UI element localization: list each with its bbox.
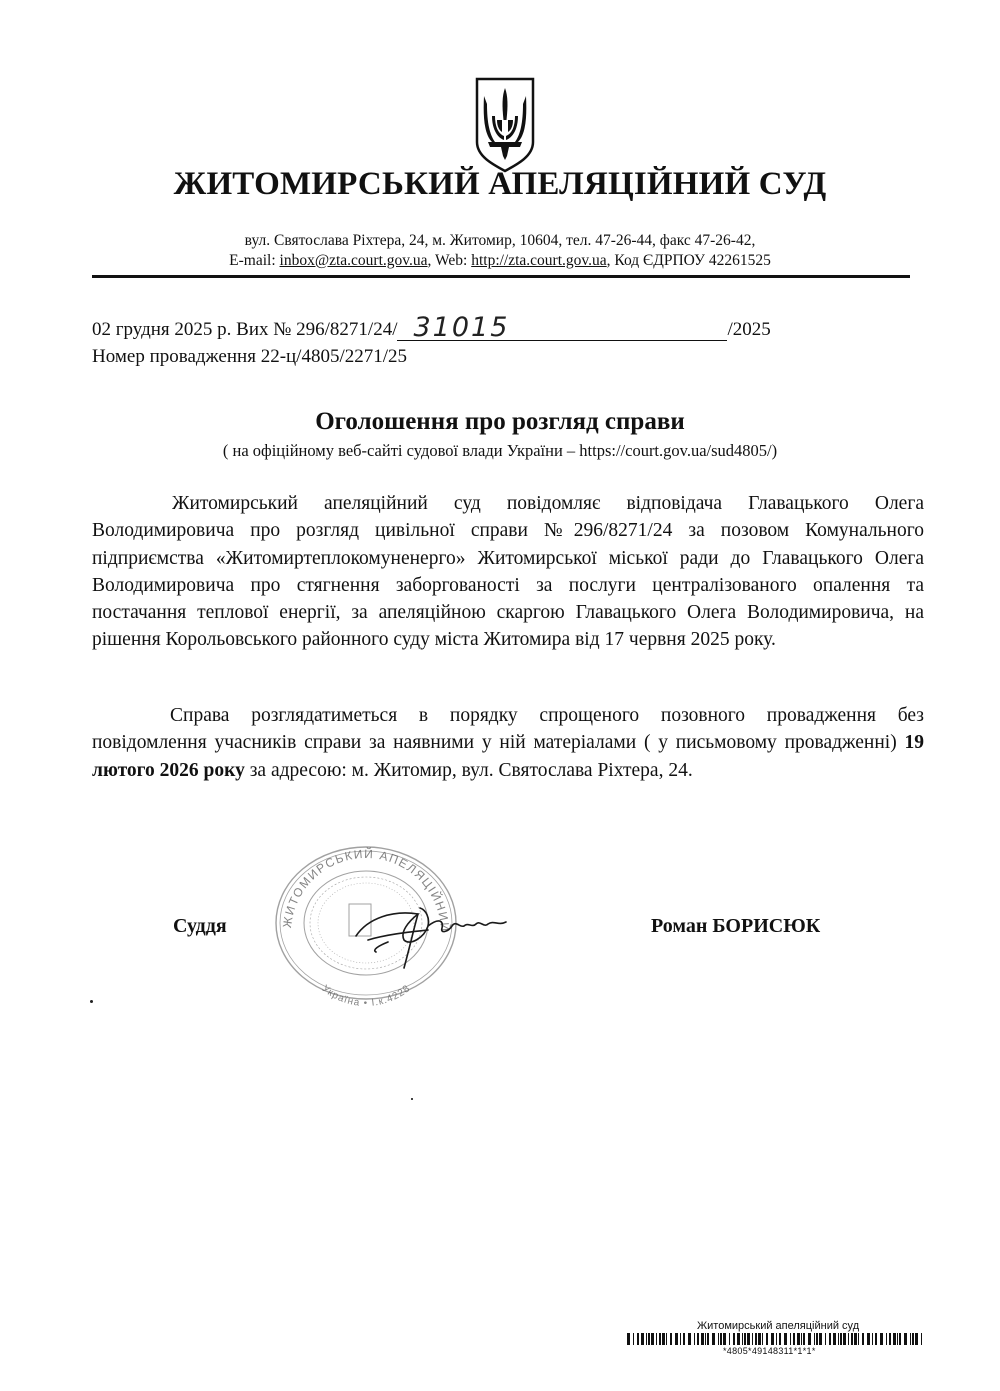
barcode-bar <box>683 1333 685 1345</box>
barcode-bar <box>641 1333 644 1345</box>
barcode-bar <box>833 1333 836 1345</box>
barcode-bar <box>910 1333 911 1345</box>
barcode-bar <box>633 1333 634 1345</box>
barcode-bar <box>797 1333 800 1345</box>
barcode-bar <box>803 1333 805 1345</box>
outgoing-prefix: 02 грудня 2025 р. Вих № 296/8271/24/ <box>92 319 398 340</box>
notice-subtitle: ( на офіційному веб-сайті судової влади України – https://court.gov.ua/sud4805/) <box>222 441 778 460</box>
barcode-bar <box>899 1333 901 1345</box>
barcode-bar <box>904 1333 907 1345</box>
court-contacts <box>0 252 1000 270</box>
edrpou-code: , Код ЄДРПОУ 42261525 <box>606 252 771 269</box>
barcode-bar <box>790 1333 791 1345</box>
barcode-bar <box>801 1333 802 1345</box>
barcode-bar <box>793 1333 795 1345</box>
barcode-bar <box>851 1333 853 1345</box>
barcode-bar <box>880 1333 883 1345</box>
barcode-bar <box>659 1333 661 1345</box>
barcode-bar <box>762 1333 763 1345</box>
document-barcode-icon <box>627 1333 927 1345</box>
barcode-bar <box>755 1333 757 1345</box>
barcode-bar <box>720 1333 722 1345</box>
notice-paragraph-1 <box>92 490 924 654</box>
barcode-bar <box>701 1333 704 1345</box>
judge-signature-icon <box>348 888 518 973</box>
barcode-bar <box>921 1333 922 1345</box>
barcode-bar <box>648 1333 650 1345</box>
web-label: , Web: <box>427 252 472 269</box>
barcode-bar <box>854 1333 857 1345</box>
barcode-bar <box>819 1333 822 1345</box>
proceeding-number: Номер провадження 22-ц/4805/2271/25 <box>92 346 408 367</box>
barcode-bar <box>886 1333 887 1345</box>
barcode-bar <box>742 1333 743 1345</box>
barcode-bar <box>843 1333 846 1345</box>
barcode-bar <box>897 1333 898 1345</box>
barcode-bar <box>688 1333 691 1345</box>
barcode-bar <box>893 1333 896 1345</box>
trident-emblem-icon <box>474 76 536 174</box>
barcode-bar <box>752 1333 753 1345</box>
barcode-bar <box>666 1333 667 1345</box>
barcode-code: *4805*49148311*1*1* <box>723 1346 816 1356</box>
barcode-bar <box>627 1333 630 1345</box>
barcode-bar <box>733 1333 735 1345</box>
paragraph-2-start: Справа розглядатиметься в порядку спрощеного позовного провадження без повідомлення учасників справи за наявними у ній матеріалами ( у письмовому провадженні) <box>92 705 924 754</box>
barcode-bar <box>771 1333 774 1345</box>
barcode-bar <box>656 1333 657 1345</box>
barcode-bar <box>875 1333 877 1345</box>
barcode-bar <box>737 1333 740 1345</box>
header-divider <box>92 275 910 278</box>
svg-text:Україна • І.к.4228: Україна • І.к.4228 <box>319 982 413 1008</box>
barcode-bar <box>784 1333 787 1345</box>
scan-speck <box>90 1000 93 1003</box>
notice-paragraph-2 <box>92 702 924 784</box>
barcode-bar <box>862 1333 864 1345</box>
barcode-bar <box>637 1333 639 1345</box>
barcode-bar <box>744 1333 746 1345</box>
barcode-bar <box>816 1333 818 1345</box>
court-name: ЖИТОМИРСЬКИЙ АПЕЛЯЦІЙНИЙ СУД <box>173 166 827 202</box>
barcode-bar <box>705 1333 706 1345</box>
barcode-bar <box>825 1333 826 1345</box>
outgoing-blank <box>397 312 727 343</box>
handwritten-number: 31015 <box>413 312 510 343</box>
web-link[interactable]: http://zta.court.gov.ua <box>471 252 607 269</box>
notice-title: Оголошення про розгляд справи <box>315 408 685 435</box>
barcode-bar <box>838 1333 839 1345</box>
barcode-bar <box>829 1333 831 1345</box>
barcode-bar <box>723 1333 726 1345</box>
barcode-bar <box>872 1333 873 1345</box>
barcode-bar <box>776 1333 777 1345</box>
barcode-bar <box>867 1333 870 1345</box>
barcode-bar <box>915 1333 918 1345</box>
barcode-bar <box>670 1333 672 1345</box>
barcode-bar <box>747 1333 750 1345</box>
barcode-bar <box>729 1333 730 1345</box>
barcode-bar <box>662 1333 665 1345</box>
barcode-bar <box>718 1333 719 1345</box>
outgoing-number-line <box>92 312 771 343</box>
scan-speck <box>411 1098 413 1100</box>
judge-name: Роман БОРИСЮК <box>651 915 821 937</box>
court-address: вул. Святослава Ріхтера, 24, м. Житомир, 10604, тел. 47-26-44, факс 47-26-42, <box>244 232 756 249</box>
barcode-bar <box>889 1333 891 1345</box>
barcode-bar <box>651 1333 654 1345</box>
email-label: E-mail: <box>229 252 280 269</box>
paragraph-2-end: за адресою: м. Житомир, вул. Святослава Ріхтера, 24. <box>244 759 693 781</box>
judge-label: Суддя <box>173 915 227 937</box>
barcode-bar <box>848 1333 849 1345</box>
barcode-bar <box>779 1333 781 1345</box>
footer-court-name: Житомирський апеляційний суд <box>697 1320 860 1332</box>
barcode-bar <box>766 1333 768 1345</box>
barcode-bar <box>912 1333 914 1345</box>
svg-text:ЖИТОМИРСЬКИЙ АПЕЛЯЦІЙНИЙ: ЖИТОМИРСЬКИЙ АПЕЛЯЦІЙНИЙ <box>279 846 453 934</box>
paragraph-1-text: Житомирський апеляційний суд повідомляє відповідача Главацького Олега Володимировича про розгляд цивільної справи №296/8271/24 за позовом Комунального підприємства «Житомиртеплокомуненерго» Житомирської міської ради до Главацького Олега Володимировича про стягнення заборгованості за послуги централізованого опалення та постачання теплової енергії, за апеляційною скаргою Главацького Олега Володимировича, на рішення Корольовського районного суду міста Житомира від 17 червня 2025 року. <box>92 493 924 651</box>
barcode-bar <box>697 1333 699 1345</box>
barcode-bar <box>707 1333 709 1345</box>
hearing-date: 19 лютого 2026 року <box>92 732 924 781</box>
barcode-bar <box>680 1333 681 1345</box>
barcode-bar <box>675 1333 678 1345</box>
barcode-bar <box>840 1333 842 1345</box>
barcode-bar <box>694 1333 695 1345</box>
barcode-bar <box>808 1333 811 1345</box>
barcode-bar <box>858 1333 859 1345</box>
email-link[interactable]: inbox@zta.court.gov.ua <box>279 252 428 269</box>
barcode-bar <box>712 1333 715 1345</box>
outgoing-suffix: /2025 <box>727 319 771 340</box>
barcode-bar <box>646 1333 647 1345</box>
barcode-bar <box>814 1333 815 1345</box>
barcode-bar <box>758 1333 761 1345</box>
